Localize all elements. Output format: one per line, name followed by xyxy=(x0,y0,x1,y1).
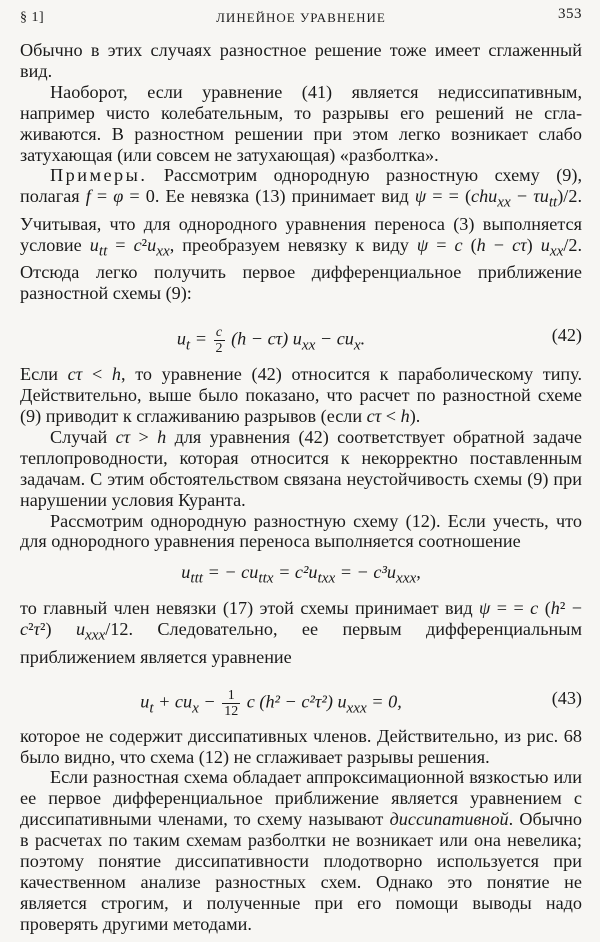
equation-42 xyxy=(20,308,582,364)
relation-equation-body: $u_{ttt}$ = − $cu_{ttx} = c^2u_{txx}$ = − $c^3u_{xxx}$, xyxy=(181,562,421,587)
equation-43-number: (43) xyxy=(551,687,582,708)
examples-heading: Примеры. xyxy=(50,165,148,186)
page-number: 353 xyxy=(558,6,582,22)
paragraph-6: Рассмотрим однородную разностную схему (12). Если учесть, что для однородного уравнения переноса выполняется соотношение xyxy=(20,510,582,552)
paragraph-8: которое не содержит диссипативных членов. Действительно, из рис. 68 было видно, что схема (12) не сглаживает разрывы решения. xyxy=(20,725,582,767)
section-mark: § 1] xyxy=(20,10,45,25)
running-title: ЛИНЕЙНОЕ УРАВНЕНИЕ xyxy=(216,10,386,25)
paragraph-2: Наоборот, если уравнение (41) является недиссипативным, например чисто колебательным, то разрывы его решений не сглаживаются. В разностном решении при этом легко возникает слабо затухающая (или совсем не затухающая) «разболтка». xyxy=(20,81,582,165)
page-header xyxy=(20,6,582,28)
paragraph-3: Примеры. Рассмотрим однородную разностную схему (9), полагая f = φ = 0. Ее невязка (13) принимает вид ψ = = $(chu_{xx} - \tau u_{tt})/2$. Учитывая, что для однородного уравнения переноса (3) выполняется условие $u_{tt} = c^2u_{xx}$, преобразуем невязку к виду ψ = c (h − cτ) $u_{xx}/2$. Отсюда легко получить первое дифференциальное приближение разностной схемы (9): xyxy=(20,165,583,304)
equation-42-body: $u_t$ = $\frac{c}{2}$ (h − cτ) $u_{xx} - cu_x$. xyxy=(176,325,366,357)
paragraph-1: Обычно в этих случаях разностное решение тоже имеет сглаженный вид. xyxy=(20,40,582,81)
equation-43 xyxy=(20,668,582,726)
equation-42-number: (42) xyxy=(551,325,582,346)
paragraph-4: Если cτ < h, то уравнение (42) относится к параболическому типу. Действительно, выше было показано, что расчет по разностной схеме (9) приводит к сглаживанию разрывов (если cτ < h). xyxy=(20,364,582,426)
paragraph-5: Случай cτ > h для уравнения (42) соответствует обратной задаче теплопроводности, которая относится к некорректно поставленным задачам. С этим обстоятельством связана неустойчивость схемы (9) при нарушении условия Куранта. xyxy=(20,426,582,510)
paragraph-7: то главный член невязки (17) этой схемы принимает вид ψ = = c (h² − c²τ²) $u_{xxx}/12$. Следовательно, ее первым дифференциальным приближением является уравнение xyxy=(20,598,582,667)
italic-term: диссипативной xyxy=(389,809,509,830)
paragraph-9: Если разностная схема обладает аппроксимационной вязкостью или ее первое дифференциальное приближение является уравнением с диссипативными членами, то схему называют диссипативной. Обычно в расчетах по таким схемам разболтки не возникает или она невелика; поэтому понятие диссипативности плодотворно используется при качественном анализе разностных схем. Однако это понятие не является строгим, и полученные при его помощи выводы надо проверять другими методами. xyxy=(20,767,582,934)
relation-equation xyxy=(20,552,582,598)
page-body xyxy=(20,40,582,935)
equation-43-body: $u_t + cu_x$ − $\frac{1}{12}$ c (h² − c²τ²) $u_{xxx} = 0$, xyxy=(140,687,402,719)
